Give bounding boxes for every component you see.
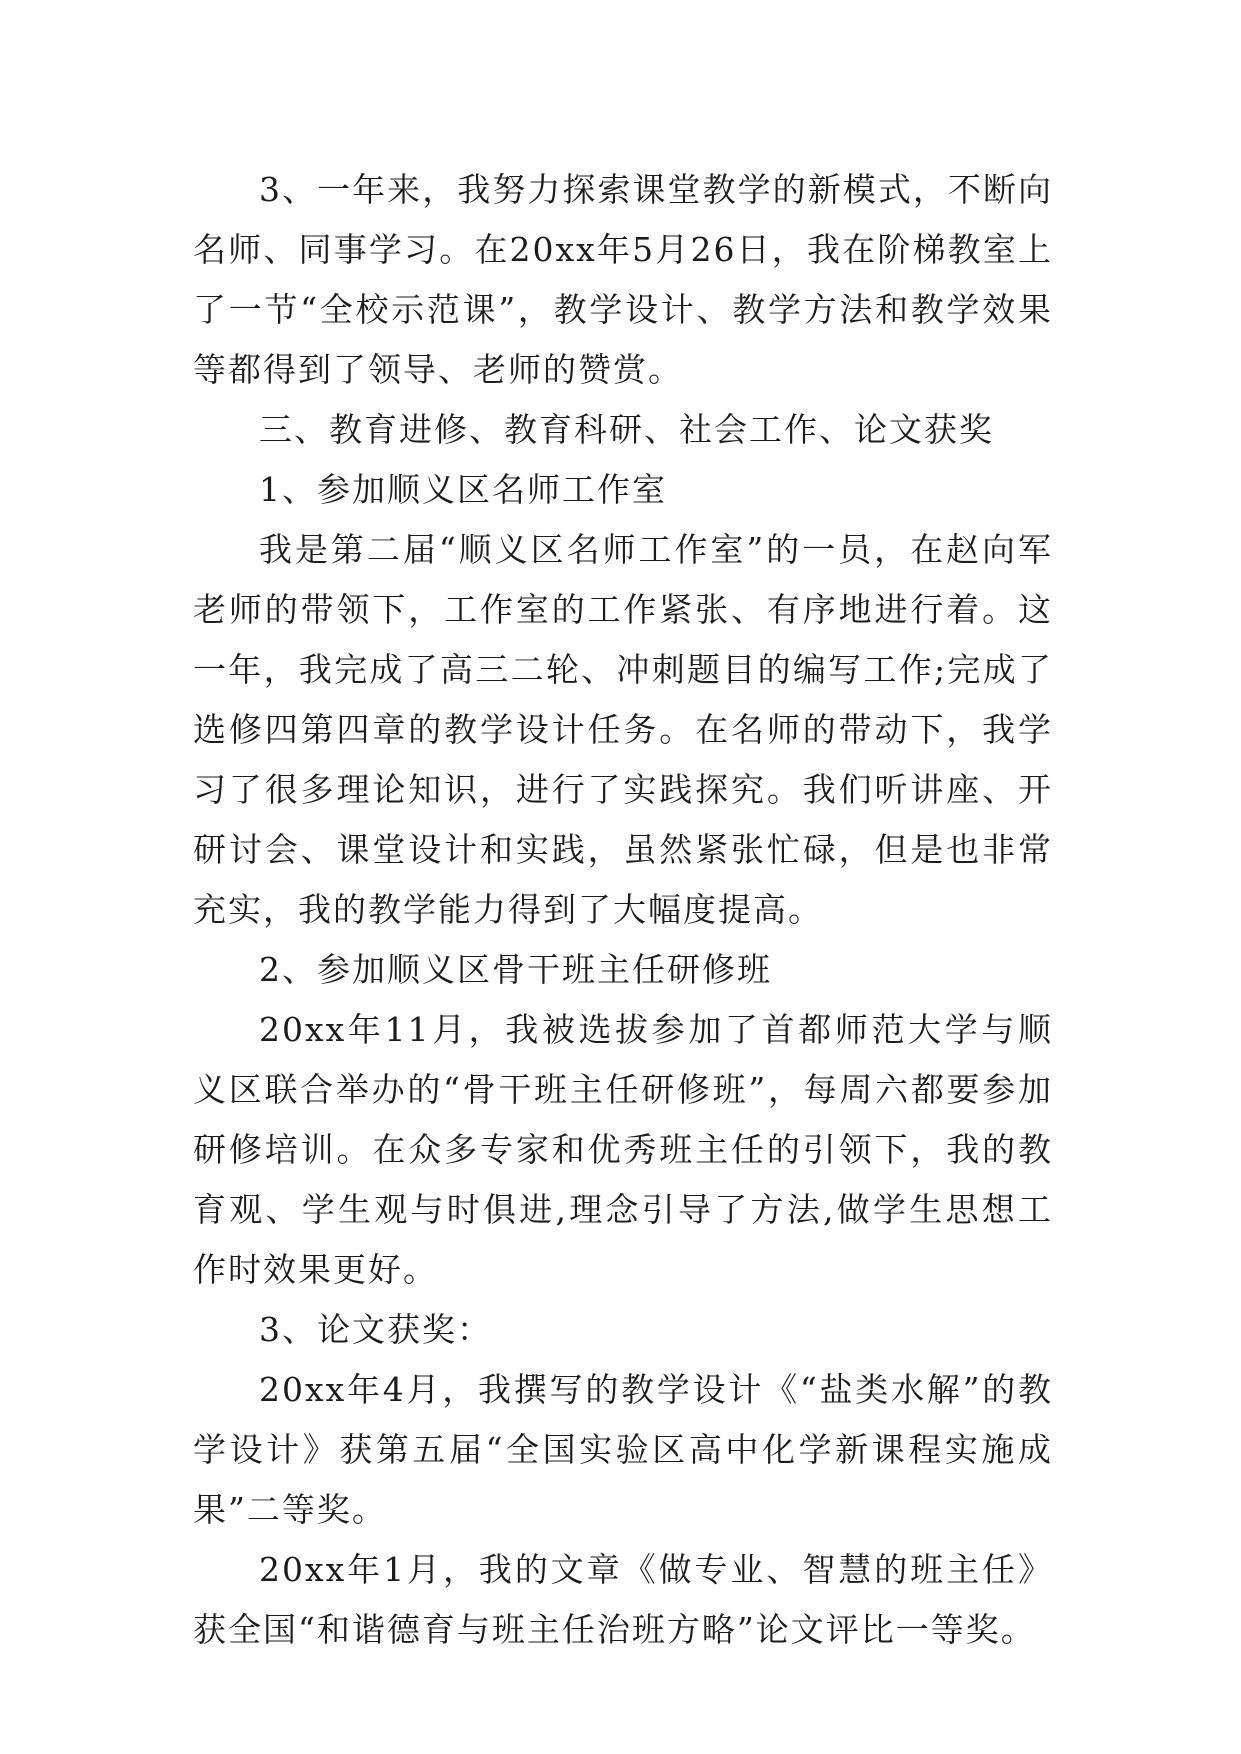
paragraph-award-2: 20xx年1月，我的文章《做专业、智慧的班主任》获全国“和谐德育与班主任治班方略”论文评比一等奖。 <box>193 1550 1053 1649</box>
paragraph-master-teacher-studio: 我是第二届“顺义区名师工作室”的一员，在赵向军老师的带领下，工作室的工作紧张、有序地进行着。这一年，我完成了高三二轮、冲刺题目的编写工作;完成了选修四第四章的教学设计任务。在名师的带动下，我学习了很多理论知识，进行了实践探究。我们听讲座、开研讨会、课堂设计和实践，虽然紧张忙碌，但是也非常充实，我的教学能力得到了大幅度提高。 <box>193 530 1053 929</box>
subheading-master-teacher-studio: 1、参加顺义区名师工作室 <box>259 470 667 509</box>
subheading-head-teacher-training: 2、参加顺义区骨干班主任研修班 <box>259 950 772 989</box>
paragraph-award-1: 20xx年4月，我撰写的教学设计《“盐类水解”的教学设计》获第五届“全国实验区高中化学新课程实施成果”二等奖。 <box>193 1370 1053 1529</box>
paragraph-head-teacher-training: 20xx年11月，我被选拔参加了首都师范大学与顺义区联合举办的“骨干班主任研修班”，每周六都要参加研修培训。在众多专家和优秀班主任的引领下，我的教育观、学生观与时俱进,理念引导了方法,做学生思想工作时效果更好。 <box>193 1010 1053 1289</box>
paragraph-demo-lesson: 3、一年来，我努力探索课堂教学的新模式，不断向名师、同事学习。在20xx年5月26日，我在阶梯教室上了一节“全校示范课”，教学设计、教学方法和教学效果等都得到了领导、老师的赞赏。 <box>193 170 1053 389</box>
section-heading-3: 三、教育进修、教育科研、社会工作、论文获奖 <box>259 410 994 449</box>
document-body <box>193 160 1053 1660</box>
subheading-paper-awards: 3、论文获奖： <box>259 1310 492 1349</box>
